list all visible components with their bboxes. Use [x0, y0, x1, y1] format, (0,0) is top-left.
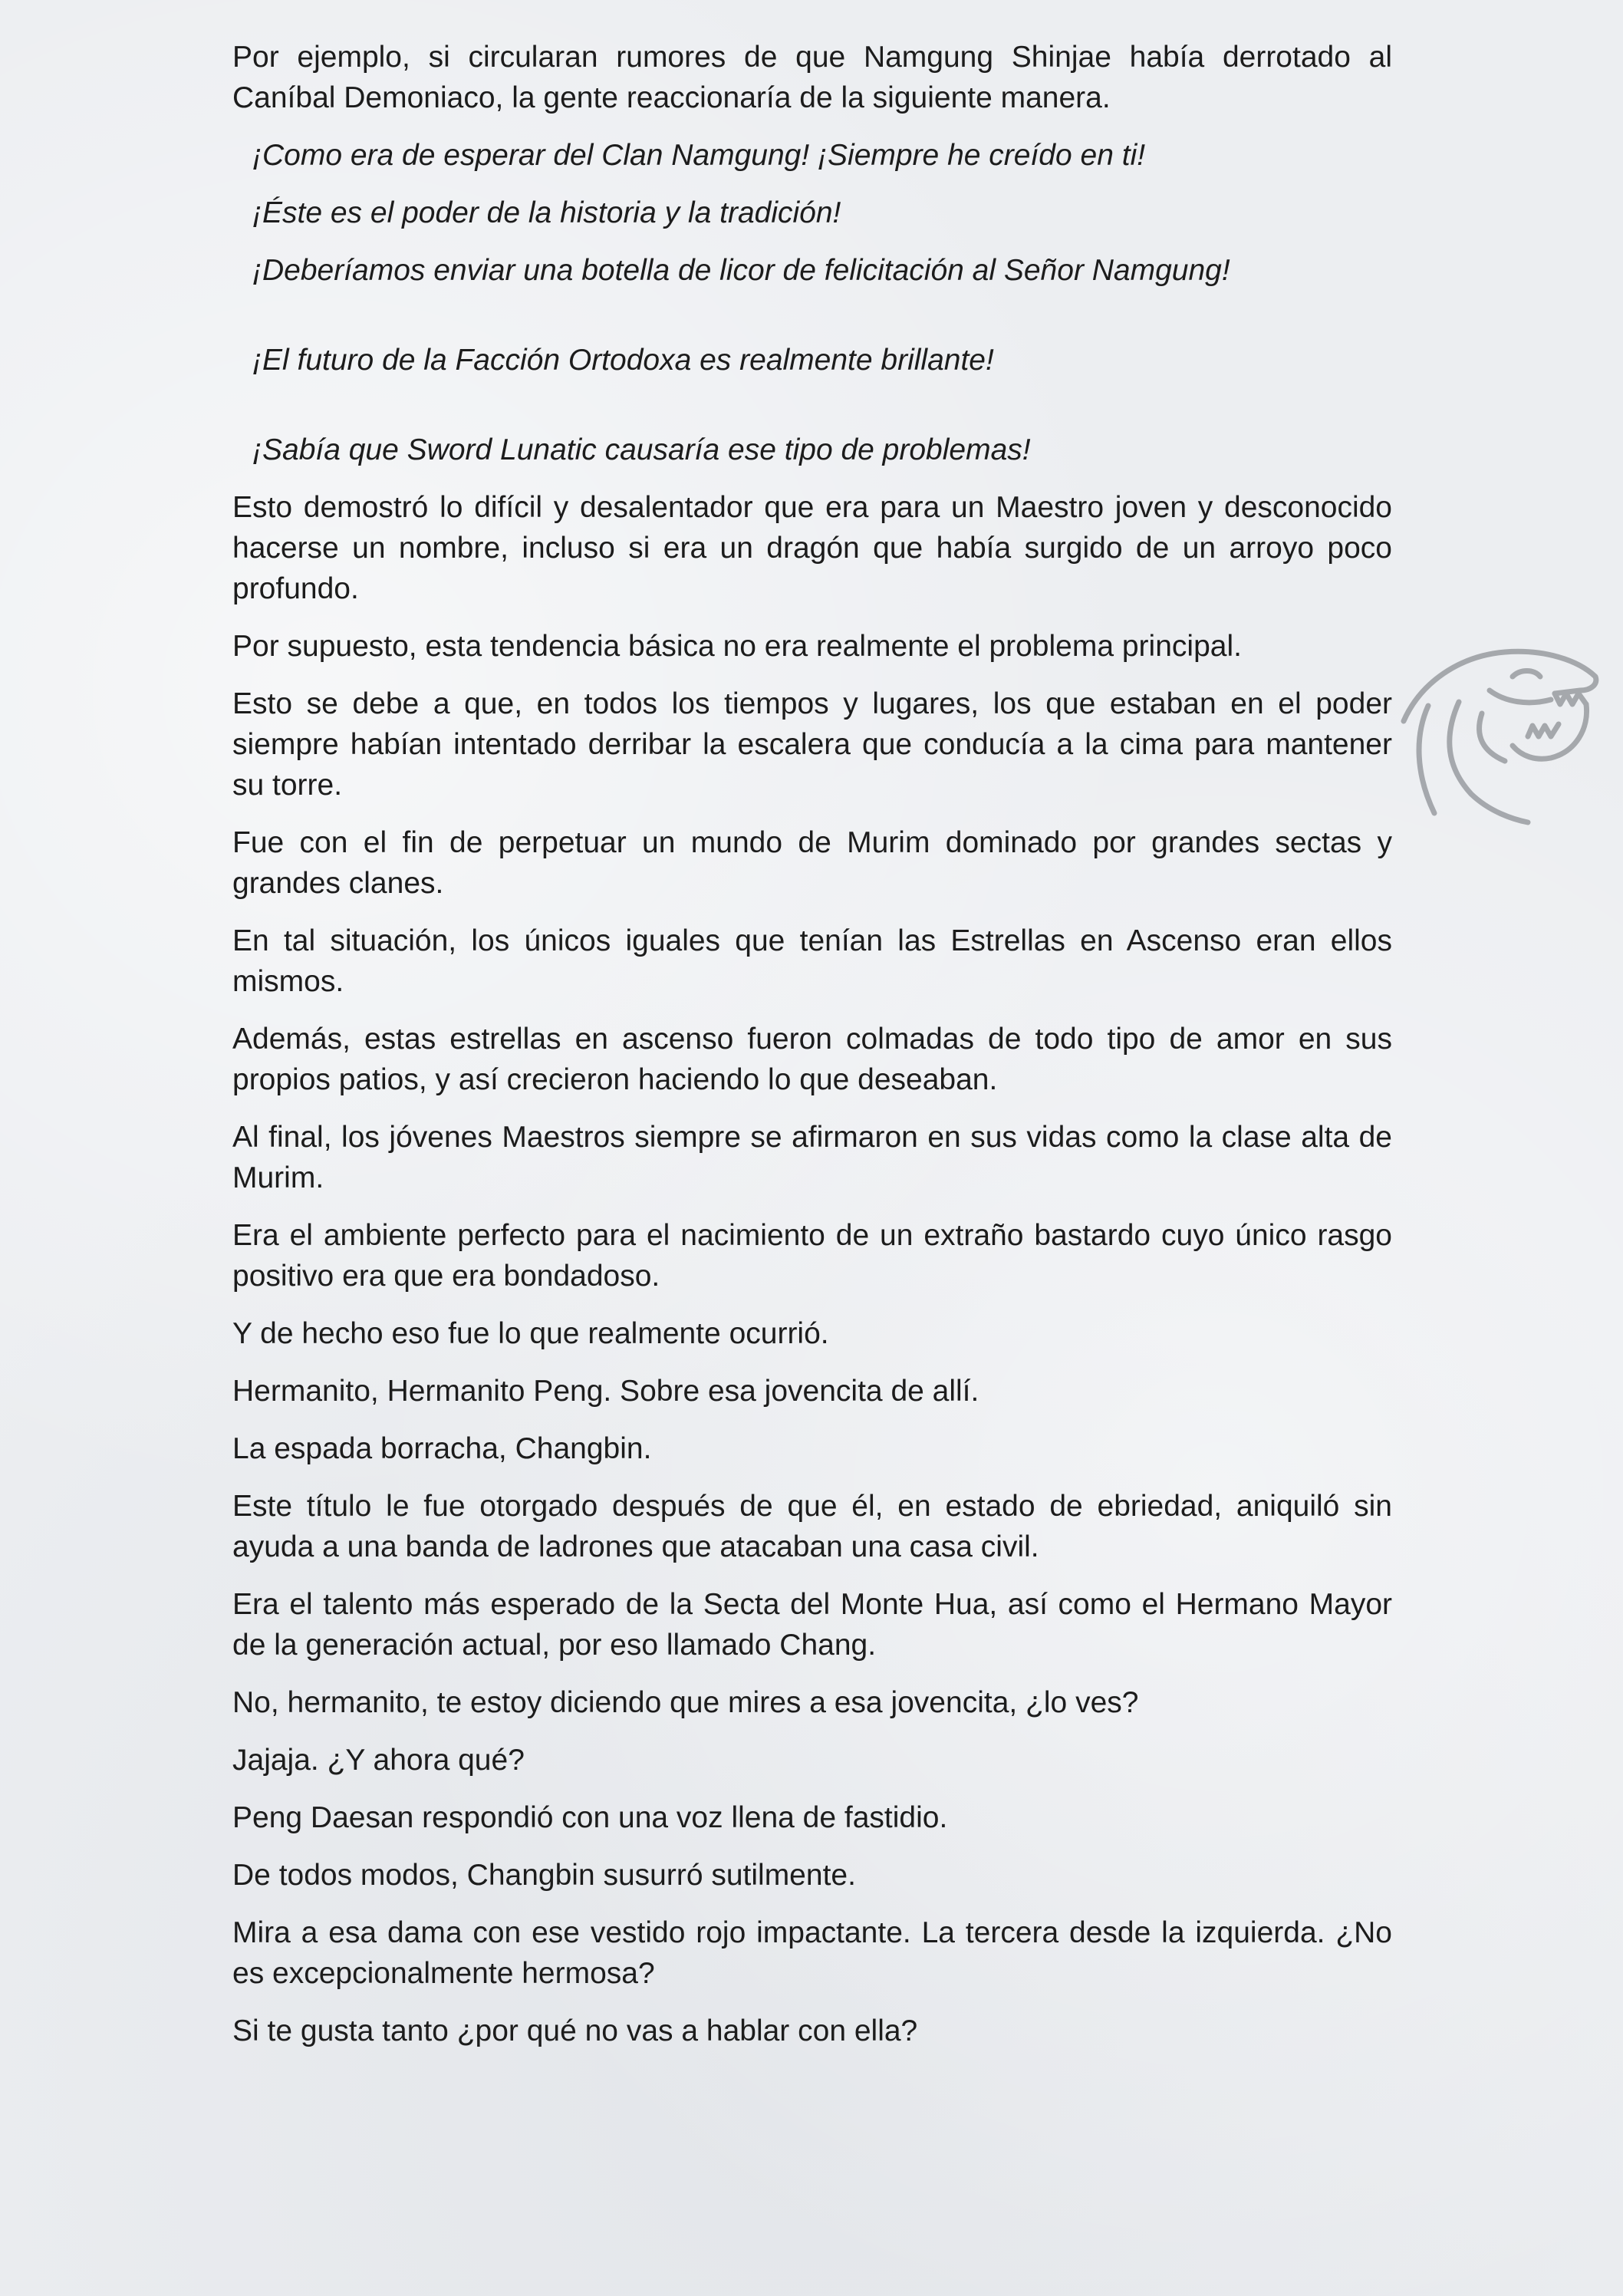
paragraph: La espada borracha, Changbin.	[232, 1432, 652, 1465]
paragraph: En tal situación, los únicos iguales que tenían las Estrellas en Ascenso eran ellos mismos.	[232, 924, 1392, 998]
quote-line: ¡Éste es el poder de la historia y la tradición!	[252, 196, 841, 229]
quote-line: ¡Sabía que Sword Lunatic causaría ese tipo de problemas!	[252, 433, 1031, 466]
paragraph: Y de hecho eso fue lo que realmente ocurrió.	[232, 1317, 829, 1350]
paragraph: No, hermanito, te estoy diciendo que mires a esa jovencita, ¿lo ves?	[232, 1686, 1139, 1719]
paragraph: Era el talento más esperado de la Secta del Monte Hua, así como el Hermano Mayor de la generación actual, por eso llamado Chang.	[232, 1588, 1392, 1662]
paragraph: Esto se debe a que, en todos los tiempos y lugares, los que estaban en el poder siempre habían intentado derribar la escalera que conducía a la cima para mantener su torre.	[232, 687, 1392, 802]
paragraph: Era el ambiente perfecto para el nacimiento de un extraño bastardo cuyo único rasgo positivo era que era bondadoso.	[232, 1219, 1392, 1293]
paragraph: Este título le fue otorgado después de que él, en estado de ebriedad, aniquiló sin ayuda a una banda de ladrones que atacaban una casa civil.	[232, 1490, 1392, 1563]
quote-line: ¡Como era de esperar del Clan Namgung! ¡Siempre he creído en ti!	[252, 139, 1146, 172]
paragraph: Esto demostró lo difícil y desalentador que era para un Maestro joven y desconocido hacerse un nombre, incluso si era un dragón que había surgido de un arroyo poco profundo.	[232, 491, 1392, 605]
paragraph: Al final, los jóvenes Maestros siempre se afirmaron en sus vidas como la clase alta de Murim.	[232, 1121, 1392, 1194]
dinosaur-head-icon	[1397, 629, 1605, 828]
paragraph: Mira a esa dama con ese vestido rojo impactante. La tercera desde la izquierda. ¿No es excepcionalmente hermosa?	[232, 1916, 1392, 1990]
paragraph: Hermanito, Hermanito Peng. Sobre esa jovencita de allí.	[232, 1375, 979, 1408]
paragraph: Peng Daesan respondió con una voz llena de fastidio.	[232, 1801, 948, 1834]
paragraph: Fue con el fin de perpetuar un mundo de Murim dominado por grandes sectas y grandes clanes.	[232, 826, 1392, 900]
paragraph: Jajaja. ¿Y ahora qué?	[232, 1744, 525, 1777]
paragraph: De todos modos, Changbin susurró sutilmente.	[232, 1859, 856, 1892]
paragraph: Por ejemplo, si circularan rumores de que Namgung Shinjae había derrotado al Caníbal Demoniaco, la gente reaccionaría de la siguiente manera.	[232, 41, 1392, 114]
paragraph: Además, estas estrellas en ascenso fueron colmadas de todo tipo de amor en sus propios patios, y así crecieron haciendo lo que deseaban.	[232, 1023, 1392, 1096]
paragraph: Si te gusta tanto ¿por qué no vas a hablar con ella?	[232, 2014, 918, 2047]
quote-line: ¡El futuro de la Facción Ortodoxa es realmente brillante!	[252, 344, 994, 377]
quote-line: ¡Deberíamos enviar una botella de licor de felicitación al Señor Namgung!	[252, 254, 1230, 287]
document-page	[232, 37, 1392, 2068]
paragraph: Por supuesto, esta tendencia básica no era realmente el problema principal.	[232, 630, 1242, 663]
